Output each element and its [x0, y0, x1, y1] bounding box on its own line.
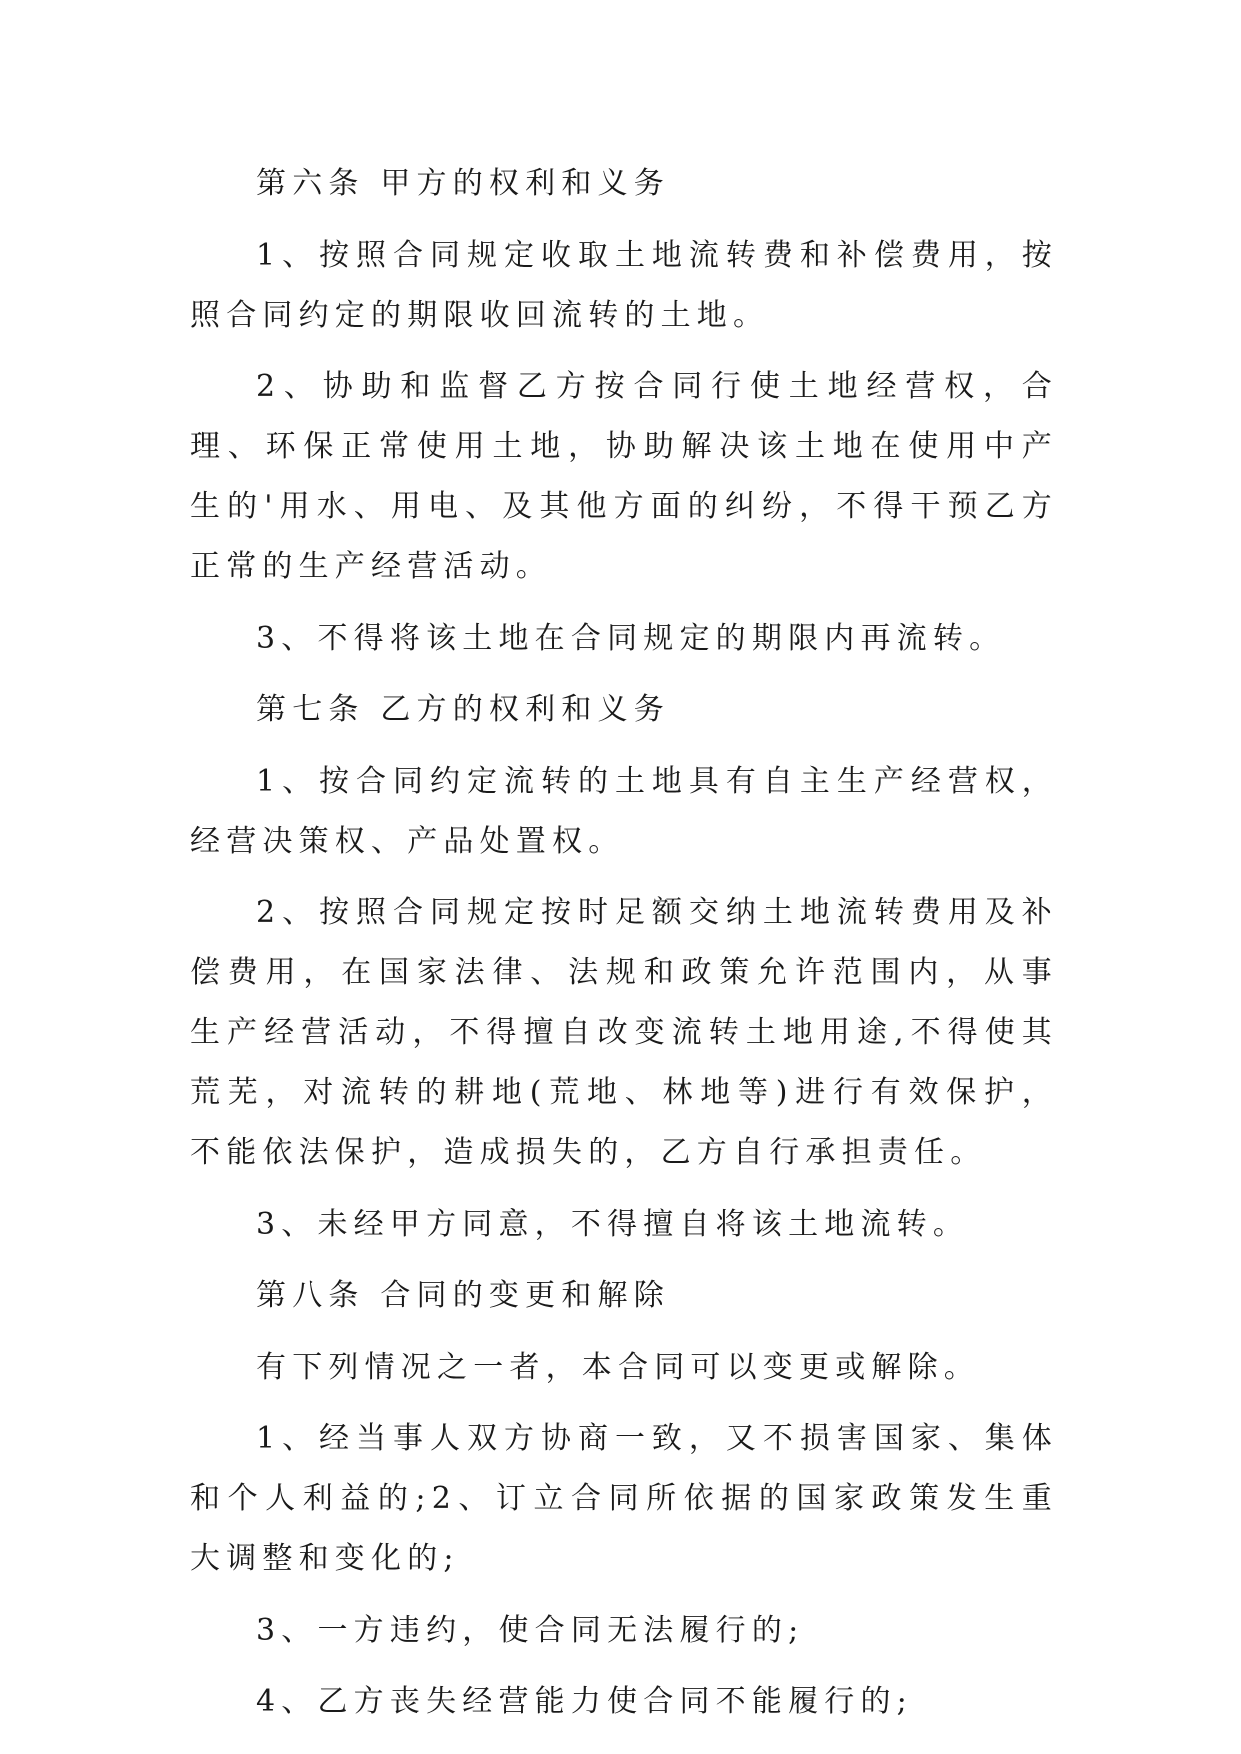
article-8-intro: 有下列情况之一者，本合同可以变更或解除。 [256, 1349, 980, 1385]
article-7-heading: 第七条 乙方的权利和义务 [256, 692, 670, 727]
article-8-item-3: 3、一方违约，使合同无法履行的; [256, 1612, 805, 1648]
article-8-item-4: 4、乙方丧失经营能力使合同不能履行的; [256, 1684, 913, 1719]
article-6-item-3: 3、不得将该土地在合同规定的期限内再流转。 [256, 620, 1006, 656]
article-8-heading: 第八条 合同的变更和解除 [256, 1278, 670, 1313]
document-page [190, 154, 1058, 1744]
article-6-heading: 第六条 甲方的权利和义务 [256, 166, 670, 201]
article-7-item-2: 2、按照合同规定按时足额交纳土地流转费用及补偿费用，在国家法律、法规和政策允许范围内，从事生产经营活动，不得擅自改变流转土地用途,不得使其荒芜，对流转的耕地(荒地、林地等)进行有效保护，不能依法保护，造成损失的，乙方自行承担责任。 [190, 895, 1058, 1170]
article-6-item-1: 1、按照合同规定收取土地流转费和补偿费用，按照合同约定的期限收回流转的土地。 [190, 237, 1058, 333]
article-7-item-3: 3、未经甲方同意，不得擅自将该土地流转。 [256, 1206, 970, 1242]
article-7-item-1: 1、按合同约定流转的土地具有自主生产经营权，经营决策权、产品处置权。 [190, 763, 1058, 859]
article-8-item-1-2: 1、经当事人双方协商一致，又不损害国家、集体和个人利益的;2、订立合同所依据的国家政策发生重大调整和变化的; [190, 1421, 1058, 1576]
article-6-item-2: 2、协助和监督乙方按合同行使土地经营权，合理、环保正常使用土地，协助解决该土地在使用中产生的'用水、用电、及其他方面的纠纷，不得干预乙方正常的生产经营活动。 [190, 369, 1058, 584]
